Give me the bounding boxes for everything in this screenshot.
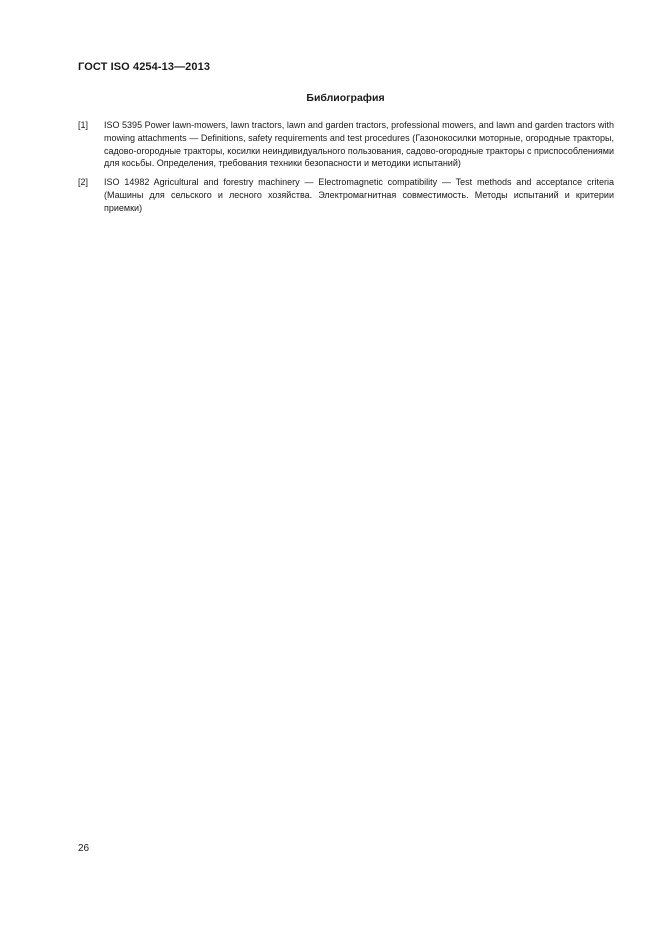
bibliography-entry	[78, 176, 614, 214]
document-code-header: ГОСТ ISO 4254-13—2013	[78, 61, 211, 73]
bibliography-entry-number: [1]	[78, 120, 89, 130]
bibliography-entry-text: ISO 5395 Power lawn-mowers, lawn tractors, lawn and garden tractors, professional mowers, and lawn and garden tractors with mowing attachments — Definitions, safety requirements and test procedures (Газонокосилки моторные, огородные тракторы, садово-огородные тракторы, косилки неиндивидуального пользования, садово-огородные тракторы с приспособлениями для косьбы. Определения, требования техники безопасности и методики испытаний)	[104, 120, 614, 169]
bibliography-list	[78, 119, 614, 221]
bibliography-entry-number: [2]	[78, 177, 89, 188]
bibliography-title: Библиография	[306, 92, 385, 104]
bibliography-entry	[78, 119, 614, 170]
bibliography-entry-text: ISO 14982 Agricultural and forestry machinery — Electromagnetic compatibility — Test methods and acceptance criteria (Машины для сельского и лесного хозяйства. Электромагнитная совместимость. Методы испытаний и критерии приемки)	[104, 177, 614, 213]
page-number: 26	[78, 843, 90, 854]
